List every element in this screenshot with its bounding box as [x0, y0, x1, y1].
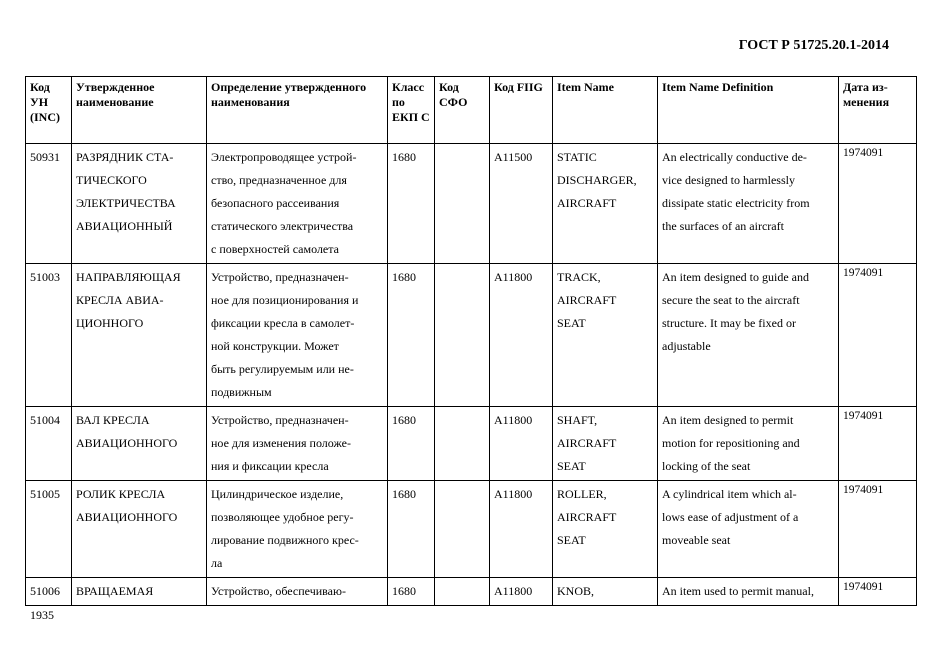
cell-item-name	[553, 144, 658, 264]
cell-approved-name-line: РОЛИК КРЕСЛА	[76, 487, 166, 501]
cell-definition	[207, 407, 388, 481]
cell-approved-name-line: ВАЛ КРЕСЛА	[76, 413, 150, 427]
cell-definition	[207, 481, 388, 578]
cell-item-definition	[658, 407, 839, 481]
cell-item-name-line: SEAT	[557, 533, 586, 547]
cell-item-name	[553, 264, 658, 407]
col-header-class: Класс по ЕКП С	[388, 77, 435, 144]
cell-item-name-line: SEAT	[557, 316, 586, 330]
cell-definition-line: статического электричества	[211, 219, 354, 233]
cell-definition-line: ное для позиционирования и	[211, 293, 359, 307]
cell-item-definition-line: An item designed to permit	[662, 413, 794, 427]
cell-definition-line: безопасного рассеивания	[211, 196, 340, 210]
col-header-definition: Определение утвержденного наименования	[207, 77, 388, 144]
cell-definition-line: Устройство, обеспечиваю-	[211, 584, 346, 598]
cell-approved-name	[72, 264, 207, 407]
cell-item-name-line: AIRCRAFT	[557, 510, 617, 524]
cell-definition-line: Электропроводящее устрой-	[211, 150, 357, 164]
cell-definition-line: Цилиндрическое изделие,	[211, 487, 344, 501]
col-header-item-definition: Item Name Definition	[658, 77, 839, 144]
cell-definition-line: с поверхностей самолета	[211, 242, 339, 256]
cell-item-definition-line: secure the seat to the aircraft	[662, 293, 800, 307]
cell-change-date: 1974091	[839, 264, 917, 407]
cell-item-name-line: SEAT	[557, 459, 586, 473]
cell-item-definition	[658, 578, 839, 606]
col-header-approved-name: Утвержденное наименование	[72, 77, 207, 144]
cell-approved-name-line: КРЕСЛА АВИА-	[76, 293, 164, 307]
cell-definition	[207, 264, 388, 407]
cell-approved-name	[72, 144, 207, 264]
cell-item-name-line: KNOB,	[557, 584, 595, 598]
cell-sfo	[435, 578, 490, 606]
cell-approved-name-line: НАПРАВЛЯЮЩАЯ	[76, 270, 181, 284]
cell-item-definition-line: vice designed to harmlessly	[662, 173, 795, 187]
cell-approved-name	[72, 481, 207, 578]
cell-definition	[207, 144, 388, 264]
cell-item-definition-line: lows ease of adjustment of a	[662, 510, 799, 524]
cell-item-definition	[658, 481, 839, 578]
table-row	[26, 407, 917, 481]
cell-code: 51005	[26, 481, 72, 578]
cell-change-date: 1974091	[839, 578, 917, 606]
cell-definition-line: Устройство, предназначен-	[211, 413, 349, 427]
table-row	[26, 144, 917, 264]
cell-fiig: A11500	[490, 144, 553, 264]
cell-item-name	[553, 481, 658, 578]
cell-approved-name	[72, 578, 207, 606]
cell-class: 1680	[388, 481, 435, 578]
cell-code: 51004	[26, 407, 72, 481]
cell-definition-line: ное для изменения положе-	[211, 436, 351, 450]
cell-change-date: 1974091	[839, 481, 917, 578]
cell-item-name-line: STATIC	[557, 150, 597, 164]
cell-fiig: A11800	[490, 481, 553, 578]
cell-fiig: A11800	[490, 407, 553, 481]
cell-code: 50931	[26, 144, 72, 264]
col-header-fiig: Код FIIG	[490, 77, 553, 144]
cell-sfo	[435, 407, 490, 481]
col-header-item-name: Item Name	[553, 77, 658, 144]
cell-item-name-line: AIRCRAFT	[557, 436, 617, 450]
cell-class: 1680	[388, 264, 435, 407]
cell-sfo	[435, 264, 490, 407]
cell-approved-name-line: АВИАЦИОННОГО	[76, 436, 178, 450]
cell-change-date: 1974091	[839, 407, 917, 481]
cell-class: 1680	[388, 407, 435, 481]
table-row	[26, 264, 917, 407]
cell-item-definition-line: the surfaces of an aircraft	[662, 219, 784, 233]
cell-item-definition-line: An item used to permit manual,	[662, 584, 814, 598]
catalog-table	[25, 76, 917, 606]
cell-definition-line: позволяющее удобное регу-	[211, 510, 354, 524]
cell-item-name-line: ROLLER,	[557, 487, 607, 501]
cell-class: 1680	[388, 578, 435, 606]
cell-approved-name-line: ЦИОННОГО	[76, 316, 144, 330]
cell-item-name-line: TRACK,	[557, 270, 601, 284]
cell-change-date: 1974091	[839, 144, 917, 264]
table-header-row	[26, 77, 917, 144]
cell-approved-name-line: АВИАЦИОННЫЙ	[76, 219, 173, 233]
cell-definition	[207, 578, 388, 606]
cell-definition-line: ство, предназначенное для	[211, 173, 347, 187]
cell-item-name-line: AIRCRAFT	[557, 196, 617, 210]
col-header-inc: Код УН (INC)	[26, 77, 72, 144]
cell-definition-line: подвижным	[211, 385, 272, 399]
cell-approved-name-line: ЭЛЕКТРИЧЕСТВА	[76, 196, 176, 210]
cell-fiig: A11800	[490, 264, 553, 407]
cell-item-definition-line: adjustable	[662, 339, 711, 353]
cell-item-definition	[658, 264, 839, 407]
cell-item-definition-line: An electrically conductive de-	[662, 150, 807, 164]
cell-fiig: A11800	[490, 578, 553, 606]
col-header-sfo: Код СФО	[435, 77, 490, 144]
cell-item-definition-line: locking of the seat	[662, 459, 751, 473]
cell-definition-line: фиксации кресла в самолет-	[211, 316, 355, 330]
cell-item-definition-line: structure. It may be fixed or	[662, 316, 796, 330]
cell-item-definition-line: moveable seat	[662, 533, 731, 547]
cell-definition-line: ла	[211, 556, 223, 570]
cell-item-name	[553, 407, 658, 481]
cell-item-name-line: SHAFT,	[557, 413, 598, 427]
cell-definition-line: ния и фиксации кресла	[211, 459, 329, 473]
cell-definition-line: лирование подвижного крес-	[211, 533, 359, 547]
cell-definition-line: Устройство, предназначен-	[211, 270, 349, 284]
cell-approved-name	[72, 407, 207, 481]
cell-item-definition-line: motion for repositioning and	[662, 436, 800, 450]
cell-approved-name-line: ТИЧЕСКОГО	[76, 173, 147, 187]
cell-approved-name-line: ВРАЩАЕМАЯ	[76, 584, 154, 598]
cell-class: 1680	[388, 144, 435, 264]
cell-item-name-line: DISCHARGER,	[557, 173, 637, 187]
cell-code: 51003	[26, 264, 72, 407]
cell-item-name-line: AIRCRAFT	[557, 293, 617, 307]
table-body	[26, 144, 917, 606]
page-number: 1935	[30, 608, 54, 622]
cell-sfo	[435, 144, 490, 264]
table-row	[26, 578, 917, 606]
col-header-change-date: Дата из-менения	[839, 77, 917, 144]
cell-sfo	[435, 481, 490, 578]
cell-definition-line: ной конструкции. Может	[211, 339, 339, 353]
cell-item-definition-line: An item designed to guide and	[662, 270, 809, 284]
cell-approved-name-line: АВИАЦИОННОГО	[76, 510, 178, 524]
cell-definition-line: быть регулируемым или не-	[211, 362, 354, 376]
table-row	[26, 481, 917, 578]
cell-item-definition-line: A cylindrical item which al-	[662, 487, 797, 501]
document-title: ГОСТ Р 51725.20.1-2014	[738, 38, 889, 53]
cell-item-name	[553, 578, 658, 606]
cell-item-definition-line: dissipate static electricity from	[662, 196, 810, 210]
cell-code: 51006	[26, 578, 72, 606]
cell-item-definition	[658, 144, 839, 264]
cell-approved-name-line: РАЗРЯДНИК СТА-	[76, 150, 174, 164]
